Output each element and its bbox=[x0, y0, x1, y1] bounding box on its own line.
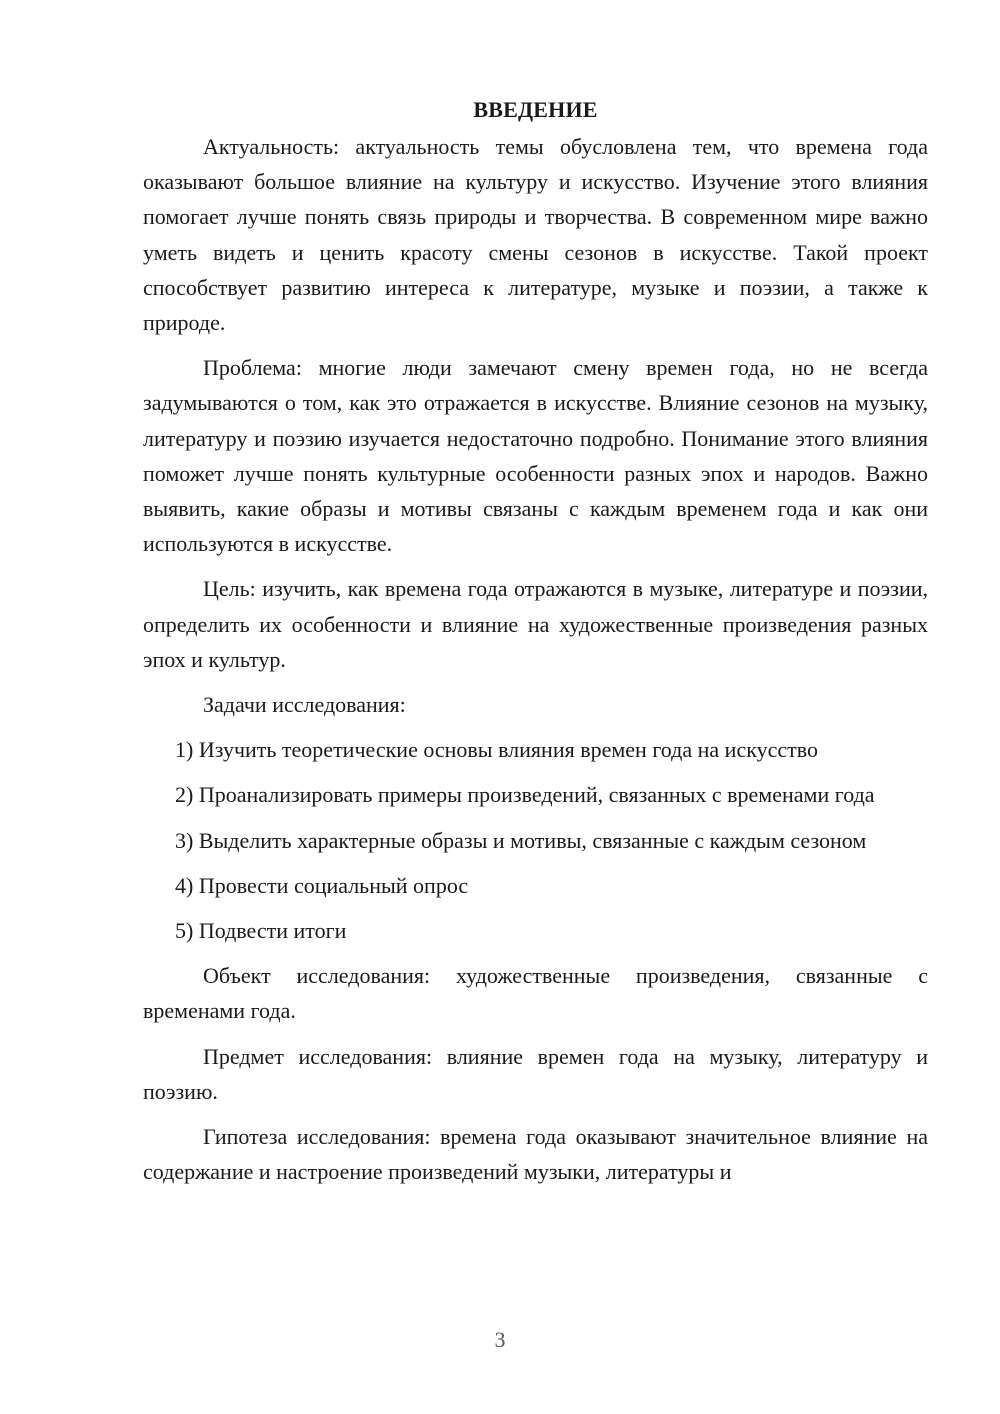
page-number: 3 bbox=[494, 1327, 506, 1352]
list-item: 1) Изучить теоретические основы влияния времен года на искусство bbox=[175, 737, 818, 763]
paragraph-relevance: Актуальность: актуальность темы обусловлена тем, что времена года оказывают большое влияние на культуру и искусство. Изучение этого влияния помогает лучше понять связь природы и творчества. В современном мире важно уметь видеть и ценить красоту смены сезонов в искусстве. Такой проект способствует развитию интереса к литературе, музыке и поэзии, а также к природе. bbox=[143, 134, 928, 336]
tasks-heading: Задачи исследования: bbox=[203, 692, 406, 718]
paragraph-goal: Цель: изучить, как времена года отражаются в музыке, литературе и поэзии, определить их особенности и влияние на художественные произведения разных эпох и культур. bbox=[143, 576, 928, 672]
list-item: 5) Подвести итоги bbox=[175, 918, 347, 944]
paragraph-problem: Проблема: многие люди замечают смену времен года, но не всегда задумываются о том, как это отражается в искусстве. Влияние сезонов на музыку, литературу и поэзию изучается недостаточно подробно. Понимание этого влияния поможет лучше понять культурные особенности разных эпох и народов. Важно выявить, какие образы и мотивы связаны с каждым временем года и как они используются в искусстве. bbox=[143, 355, 928, 557]
tasks-list bbox=[143, 732, 928, 948]
page-title: ВВЕДЕНИЕ bbox=[473, 97, 598, 122]
list-item: 4) Провести социальный опрос bbox=[175, 872, 469, 898]
list-item: 3) Выделить характерные образы и мотивы, связанные с каждым сезоном bbox=[175, 827, 867, 853]
paragraph-object: Объект исследования: художественные произведения, связанные с временами года. bbox=[143, 963, 928, 1024]
list-item: 2) Проанализировать примеры произведений, связанных с временами года bbox=[175, 782, 875, 808]
paragraph-subject: Предмет исследования: влияние времен года на музыку, литературу и поэзию. bbox=[143, 1043, 928, 1104]
paragraph-hypothesis: Гипотеза исследования: времена года оказывают значительное влияние на содержание и настроение произведений музыки, литературы и bbox=[143, 1124, 928, 1185]
document-page bbox=[143, 95, 928, 1199]
